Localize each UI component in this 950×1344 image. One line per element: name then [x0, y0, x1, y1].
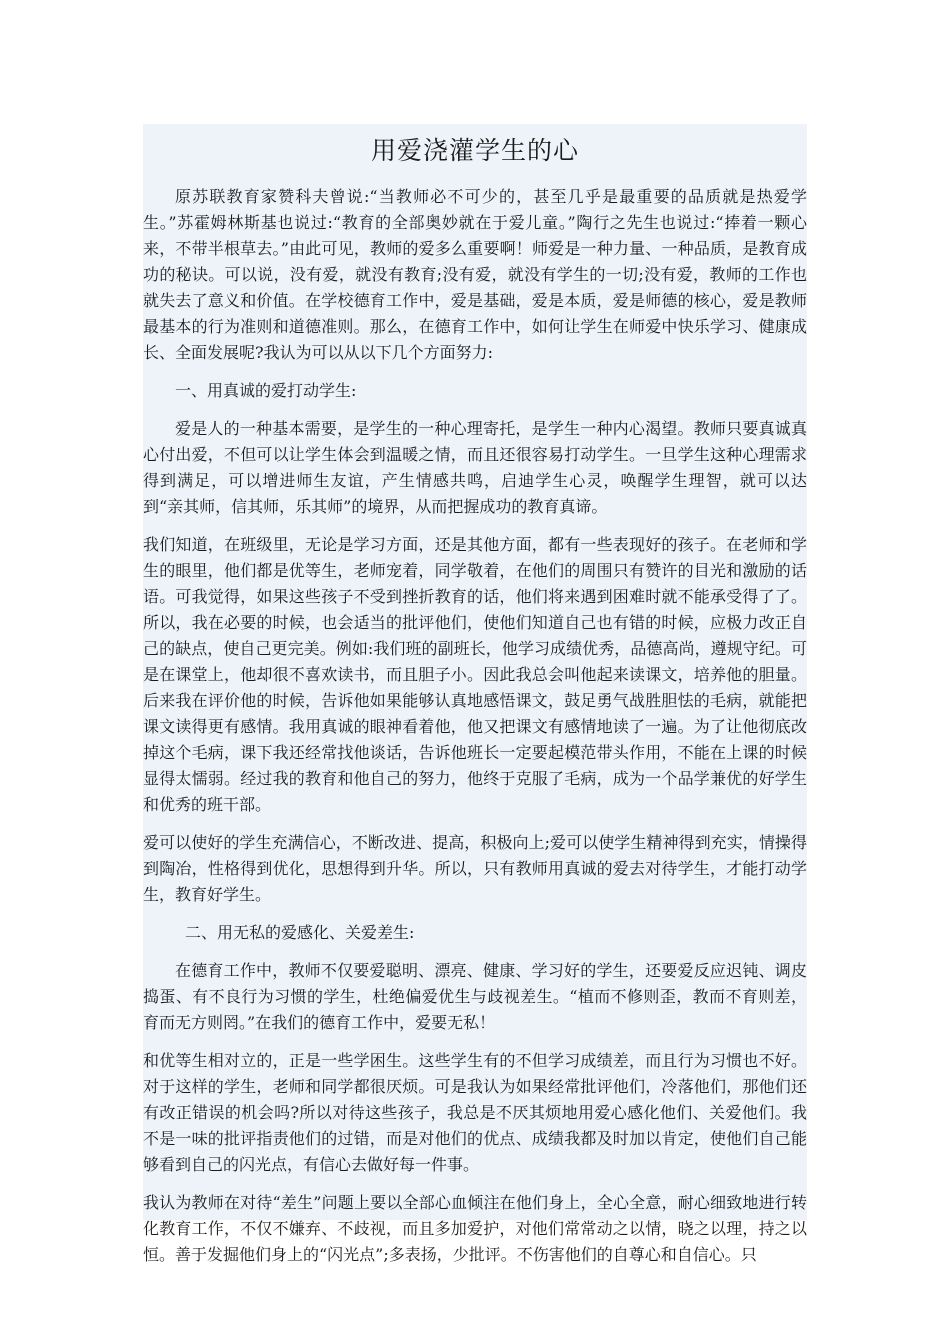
document-title: 用爱浇灌学生的心 [370, 136, 579, 165]
section-1-paragraph-2: 我们知道，在班级里，无论是学习方面，还是其他方面，都有一些表现好的孩子。在老师和学生的眼里，他们都是优等生，老师宠着，同学敬着，在他们的周围只有赞许的目光和激励的话语。可我觉得，如果这些孩子不受到挫折教育的话，他们将来遇到困难时就不能承受得了了。所以，我在必要的时候，也会适当的批评他们，使他们知道自己也有错的时候，应极力改正自己的缺点，使自己更完美。例如:我们班的副班长，他学习成绩优秀，品德高尚，遵规守纪。可是在课堂上，他却很不喜欢读书，而且胆子小。因此我总会叫他起来读课文，培养他的胆量。后来我在评价他的时候，告诉他如果能够认真地感悟课文，鼓足勇气战胜胆怯的毛病，就能把课文读得更有感情。我用真诚的眼神看着他，他又把课文有感情地读了一遍。为了让他彻底改掉这个毛病，课下我还经常找他谈话，告诉他班长一定要起模范带头作用，不能在上课的时候显得太懦弱。经过我的教育和他自己的努力，他终于克服了毛病，成为一个品学兼优的好学生和优秀的班干部。 [143, 535, 807, 814]
section-1-paragraph-3: 爱可以使好的学生充满信心，不断改进、提高，积极向上;爱可以使学生精神得到充实，情操得到陶冶，性格得到优化，思想得到升华。所以，只有教师用真诚的爱去对待学生，才能打动学生，教育好学生。 [143, 833, 807, 904]
section-2-paragraph-2: 和优等生相对立的，正是一些学困生。这些学生有的不但学习成绩差，而且行为习惯也不好。对于这样的学生，老师和同学都很厌烦。可是我认为如果经常批评他们，冷落他们，那他们还有改正错误的机会吗?所以对待这些孩子，我总是不厌其烦地用爱心感化他们、关爱他们。我不是一味的批评指责他们的过错，而是对他们的优点、成绩我都及时加以肯定，使他们自己能够看到自己的闪光点，有信心去做好每一件事。 [143, 1051, 807, 1174]
section-2-paragraph-1: 在德育工作中，教师不仅要爱聪明、漂亮、健康、学习好的学生，还要爱反应迟钝、调皮捣蛋、有不良行为习惯的学生，杜绝偏爱优生与歧视差生。“植而不修则歪，教而不育则差，育而无方则罔。”在我们的德育工作中，爱要无私！ [143, 961, 807, 1032]
intro-paragraph: 原苏联教育家赞科夫曾说:“当教师必不可少的，甚至几乎是最重要的品质就是热爱学生。”苏霍姆林斯基也说过:“教育的全部奥妙就在于爱儿童。”陶行之先生也说过:“捧着一颗心来，不带半根草去。”由此可见，教师的爱多么重要啊！师爱是一种力量、一种品质，是教育成功的秘诀。可以说，没有爱，就没有教育;没有爱，就没有学生的一切;没有爱，教师的工作也就失去了意义和价值。在学校德育工作中，爱是基础，爱是本质，爱是师德的核心，爱是教师最基本的行为准则和道德准则。那么，在德育工作中，如何让学生在师爱中快乐学习、健康成长、全面发展呢?我认为可以从以下几个方面努力: [143, 187, 807, 362]
document-page [143, 124, 807, 1264]
section-1-paragraph-1: 爱是人的一种基本需要，是学生的一种心理寄托，是学生一种内心渴望。教师只要真诚真心付出爱，不但可以让学生体会到温暖之情，而且还很容易打动学生。一旦学生这种心理需求得到满足，可以增进师生友谊，产生情感共鸣，启迪学生心灵，唤醒学生理智，就可以达到“亲其师，信其师，乐其师”的境界，从而把握成功的教育真谛。 [143, 419, 807, 516]
section-heading-1: 一、用真诚的爱打动学生: [175, 381, 357, 400]
section-heading-2: 二、用无私的爱感化、关爱差生: [185, 923, 415, 942]
section-2-paragraph-3: 我认为教师在对待“差生”问题上要以全部心血倾注在他们身上，全心全意，耐心细致地进行转化教育工作，不仅不嫌弃、不歧视，而且多加爱护，对他们常常动之以情，晓之以理，持之以恒。善于发掘他们身上的“闪光点”;多表扬，少批评。不伤害他们的自尊心和自信心。只 [143, 1193, 807, 1264]
